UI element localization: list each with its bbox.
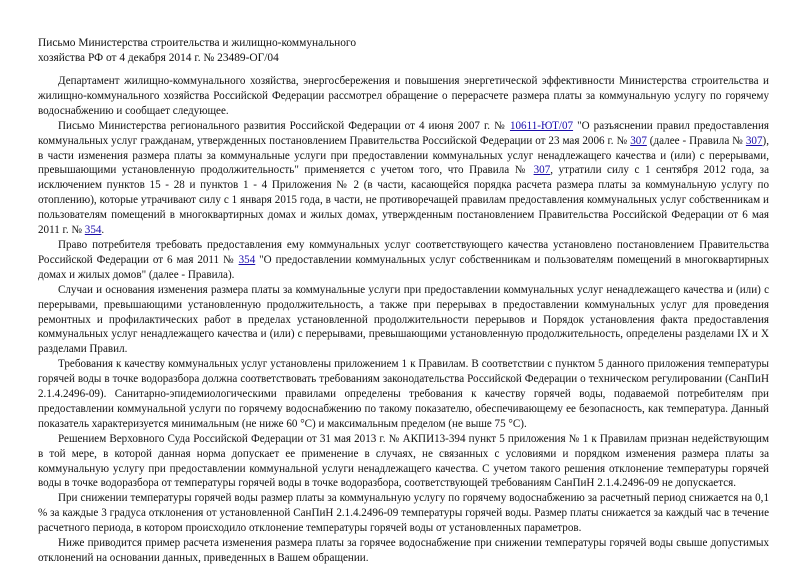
paragraph-calculation-example: Ниже приводится пример расчета изменения размера платы за горячее водоснабжение при снижении температуры горячей воды свыше допустимых отклонений на основании данных, приведенных в Вашем обращении. — [38, 537, 769, 564]
document-page — [38, 36, 769, 566]
link-rules-307-second[interactable]: 307 — [533, 164, 551, 177]
link-resolution-354[interactable]: 354 — [84, 224, 102, 237]
link-letter-10611[interactable]: 10611-ЮТ/07 — [509, 119, 574, 132]
link-rules-307[interactable]: 307 — [745, 134, 763, 147]
document-title — [38, 36, 769, 66]
link-resolution-307[interactable]: 307 — [630, 134, 647, 147]
document-title-line-1: Письмо Министерства строительства и жилищно-коммунального — [38, 37, 357, 49]
paragraph-temperature-reduction: При снижении температуры горячей воды размер платы за коммунальную услугу по горячему водоснабжению за расчетный период снижается на 0,1 % за каждые 3 градуса отклонения от установленной СанПиН 2.1.4.2496-09 температуры горячей воды. Размер платы снижается за каждый час в течение расчетного периода, в котором происходило отклонение температуры горячей воды от установленных параметров. — [38, 492, 769, 535]
link-resolution-354-second[interactable]: 354 — [238, 253, 256, 266]
paragraph-department-intro: Департамент жилищно-коммунального хозяйства, энергосбережения и повышения энергетической эффективности Министерства строительства и жилищно-коммунального хозяйства Российской Федерации рассмотрел обращение о перерасчете размера платы за коммунальную услугу по горячему водоснабжению и сообщает следующее. — [38, 75, 769, 117]
paragraph-text: "О разъяснении правил предоставления коммунальных услуг гражданам, утвержденных постановлением Правительства Российской Федерации от 23 мая 2006 г. № — [38, 119, 769, 147]
paragraph-text: Право потребителя требовать предоставления ему коммунальных услуг соответствующего качества установлено постановлением Правительства Российской Федерации от 6 мая 2011 № — [38, 238, 769, 266]
paragraph-text: (далее - Правила № — [646, 134, 746, 147]
paragraph-quality-requirements: Требования к качеству коммунальных услуг установлены приложением 1 к Правилам. В соответствии с пунктом 5 данного приложения температуры горячей воды в точке водоразбора должна соответствовать требованиям законодательства Российской Федерации о техническом регулировании (СанПиН 2.1.4.2496-09). Санитарно-эпидемиологическими правилами определены требования к качеству горячей воды, подаваемой потребителям при предоставлении коммунальной услуги по горячему водоснабжению по такому показателю, обеспечивающему ее безопасность, как температура. Данный показатель характеризуется минимальным (не ниже 60 °С) и максимальным пределом (не выше 75 °С). — [38, 358, 769, 430]
paragraph-text: "О предоставлении коммунальных услуг собственникам и пользователям помещений в многоквартирных домах и жилых домов" (далее - Правила). — [38, 253, 769, 281]
paragraph-text: . — [101, 224, 105, 237]
paragraph-text: Письмо Министерства регионального развития Российской Федерации от 4 июня 2007 г. № — [58, 119, 510, 132]
paragraph-minregion-letter — [38, 119, 769, 238]
paragraph-text: ), в части изменения размера платы за коммунальные услуги при предоставлении коммунальных услуг ненадлежащего качества и (или) с перерывами, превышающими установленную продолжительность" применяется с учетом того, что Правила № — [38, 134, 769, 177]
document-title-line-2: хозяйства РФ от 4 декабря 2014 г. № 23489-ОГ/04 — [38, 52, 279, 64]
paragraph-text: , утратили силу с 1 сентября 2012 года, за исключением пунктов 15 - 28 и пунктов 1 - 4 Приложения № 2 (в части, касающейся порядка расчета размера платы за коммунальную услугу по отоплению), которые утрачивают силу с 1 января 2015 года, в части, не противоречащей правилам предоставления коммунальных услуг собственникам и пользователям помещений в многоквартирных домах и жилых домах, утвержденным постановлением Правительства Российской Федерации от 6 мая 2011 г. № — [38, 164, 769, 237]
paragraph-payment-change-cases: Случаи и основания изменения размера платы за коммунальные услуги при предоставлении коммунальных услуг ненадлежащего качества и (или) с перерывами, превышающими установленную продолжительность, а также при перерывах в предоставлении коммунальных услуг для проведения ремонтных и профилактических работ в пределах установленной продолжительности перерывов и Порядок установления факта предоставления коммунальных услуг ненадлежащего качества и (или) с перерывами, превышающими установленную продолжительность, определены разделами IX и X разделами Правил. — [38, 283, 769, 356]
paragraph-supreme-court-decision: Решением Верховного Суда Российской Федерации от 31 мая 2013 г. № АКПИ13-394 пункт 5 приложения № 1 к Правилам признан недействующим в той мере, в которой данная норма допускает ее применение в случаях, не связанных с условиями и порядком изменения размера платы за коммунальную услугу при предоставлении коммунальной услуги ненадлежащего качества. С учетом такого решения отклонение температуры горячей воды в точке водоразбора от температуры горячей воды в точке водоразбора, соответствующей требованиям СанПиН 2.1.4.2496-09 не допускается. — [38, 432, 769, 490]
paragraph-consumer-right — [38, 238, 769, 283]
